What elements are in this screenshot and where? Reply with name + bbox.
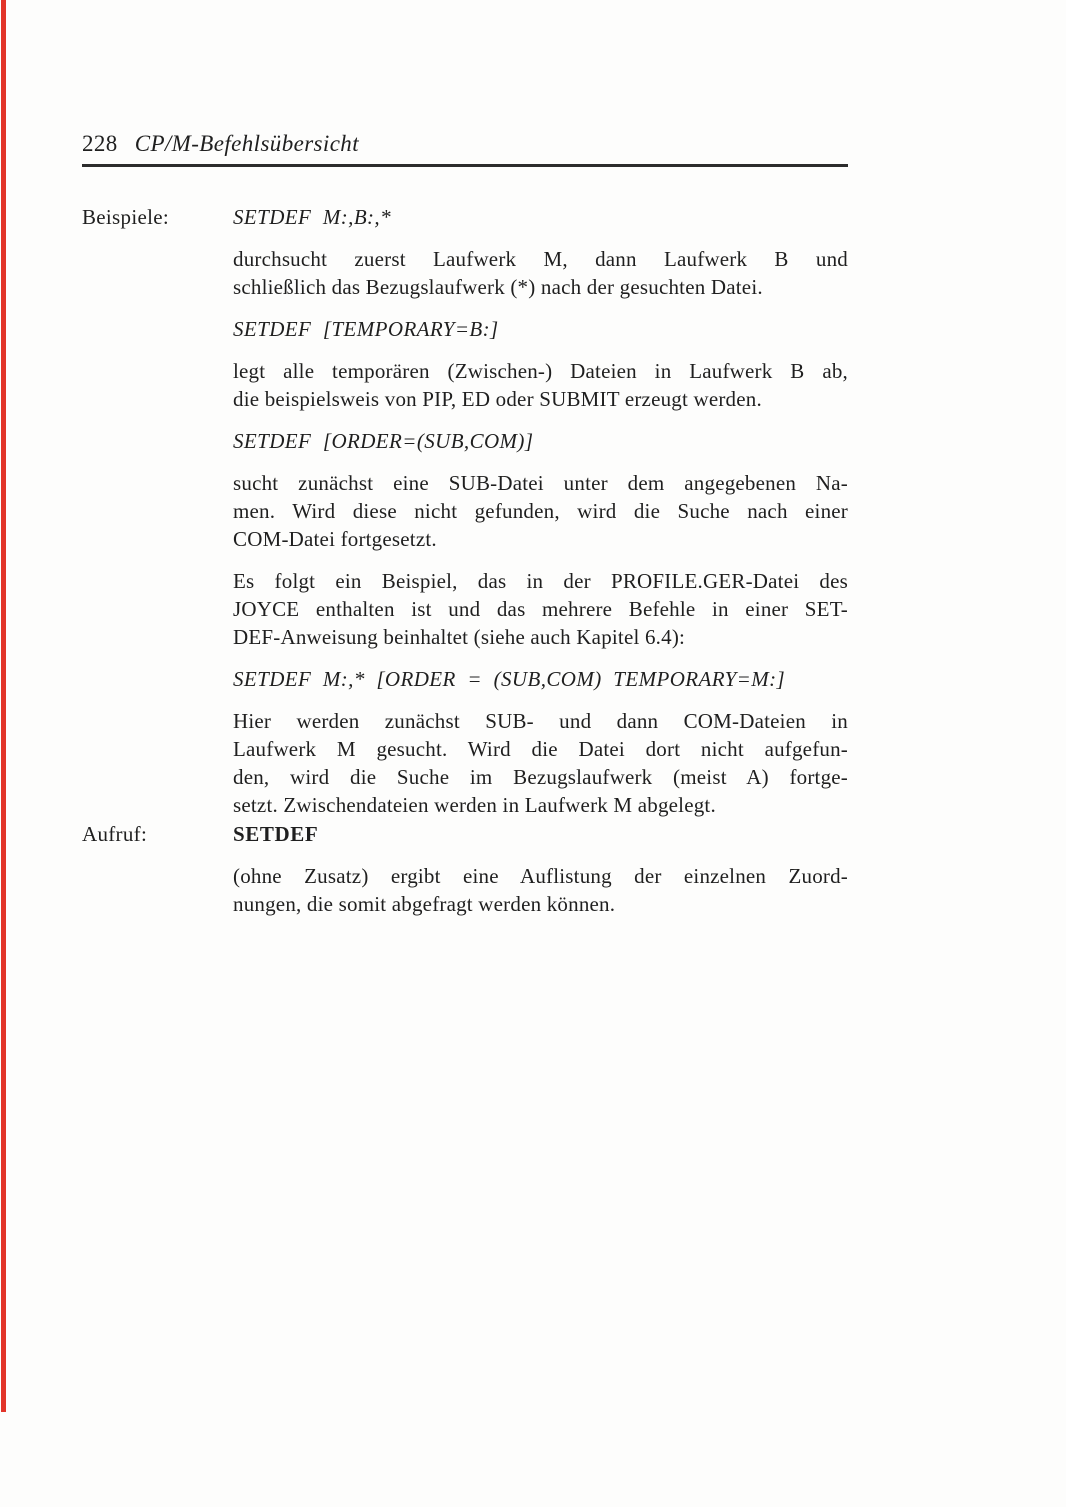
section-label: Beispiele: (82, 205, 169, 229)
paragraph-line: men. Wird diese nicht gefunden, wird die Suche nach einer (233, 499, 848, 523)
paragraph (233, 707, 848, 819)
command-example: SETDEF [TEMPORARY=B:] (233, 317, 499, 341)
paragraph-line: schließlich das Bezugslaufwerk (*) nach der gesuchten Datei. (233, 275, 763, 299)
paragraph-line: Es folgt ein Beispiel, das in der PROFILE.GER-Datei des (233, 569, 848, 593)
page-number: 228 (82, 131, 118, 156)
paragraph-line: den, wird die Suche im Bezugslaufwerk (meist A) fortge- (233, 765, 848, 789)
command-example: SETDEF M:,B:,* (233, 205, 391, 229)
paragraph-line: Hier werden zunächst SUB- und dann COM-Dateien in (233, 709, 848, 733)
command-name: SETDEF (233, 822, 319, 846)
paragraph (233, 567, 848, 651)
paragraph (233, 862, 848, 918)
section-label: Aufruf: (82, 822, 148, 846)
paragraph-line: nungen, die somit abgefragt werden können. (233, 892, 616, 916)
command-example: SETDEF [ORDER=(SUB,COM)] (233, 429, 534, 453)
paragraph-line: Laufwerk M gesucht. Wird die Datei dort nicht aufgefun- (233, 737, 848, 761)
page-title: CP/M-Befehlsübersicht (134, 131, 359, 156)
paragraph-line: durchsucht zuerst Laufwerk M, dann Laufwerk B und (233, 247, 848, 271)
paragraph-line: COM-Datei fortgesetzt. (233, 527, 437, 551)
paragraph-line: legt alle temporären (Zwischen-) Dateien in Laufwerk B ab, (233, 359, 848, 383)
paragraph-line: JOYCE enthalten ist und das mehrere Befehle in einer SET- (233, 597, 848, 621)
paragraph-line: sucht zunächst eine SUB-Datei unter dem angegebenen Na- (233, 471, 848, 495)
paragraph-line: setzt. Zwischendateien werden in Laufwerk M abgelegt. (233, 793, 716, 817)
section-content (233, 203, 848, 833)
section-beispiele (82, 203, 848, 833)
paragraph (233, 245, 848, 301)
section-aufruf (82, 820, 848, 932)
red-scan-edge-artifact (1, 0, 6, 1412)
section-content (233, 820, 848, 932)
paragraph (233, 469, 848, 553)
paragraph-line: die beispielsweis von PIP, ED oder SUBMIT erzeugt werden. (233, 387, 762, 411)
command-example: SETDEF M:,* [ORDER = (SUB,COM) TEMPORARY=M:] (233, 667, 786, 691)
paragraph (233, 357, 848, 413)
header-rule (82, 164, 848, 167)
paragraph-line: (ohne Zusatz) ergibt eine Auflistung der einzelnen Zuord- (233, 864, 848, 888)
paragraph-line: DEF-Anweisung beinhaltet (siehe auch Kapitel 6.4): (233, 625, 686, 649)
page-header (82, 131, 359, 157)
